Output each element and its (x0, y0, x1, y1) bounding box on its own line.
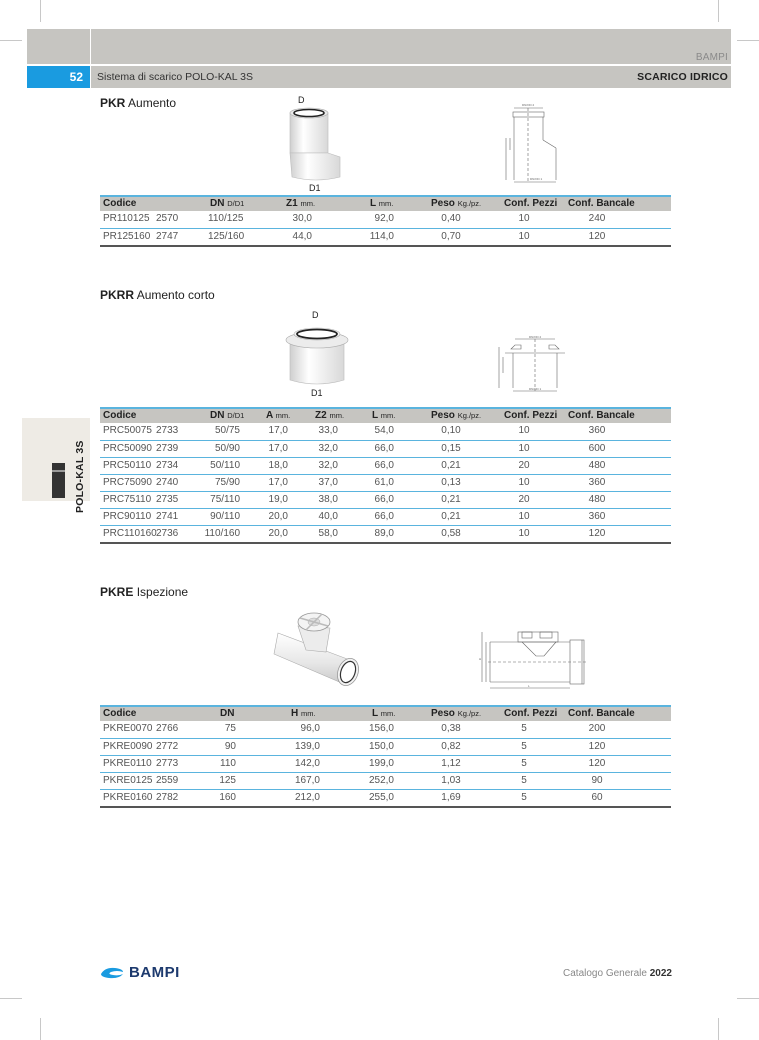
table-cell: 5 (521, 723, 527, 734)
table-row (100, 508, 671, 525)
col-h: H mm. (291, 708, 316, 719)
table-row (100, 440, 671, 457)
drawing-label: DN/OD 1 (530, 177, 543, 181)
table-row (100, 423, 671, 440)
table-cell: 2782 (156, 792, 179, 803)
table-cell: 17,0 (268, 477, 288, 488)
table-cell: 1,03 (441, 775, 461, 786)
table-cell: 10 (518, 511, 530, 522)
table-cell: 66,0 (374, 494, 394, 505)
table-row: PR125160 2747 125/160 44,0 114,0 0,70 10 120 (100, 228, 671, 245)
table-cell: PKRE0110 (103, 758, 152, 769)
table-pkr (100, 195, 671, 247)
table-cell: PKRE0090 (103, 741, 153, 752)
product-code: PKRE (100, 585, 134, 599)
product-name: Ispezione (136, 585, 189, 599)
drawing-label: DN/OD 2 (522, 103, 535, 107)
image-label-d1: D1 (311, 388, 323, 398)
table-header (100, 409, 671, 423)
table-row (100, 457, 671, 474)
table-cell: 255,0 (368, 792, 394, 803)
table-cell: 20,0 (268, 528, 288, 539)
table-cell: PKRE0125 (103, 775, 153, 786)
col-conf-bancale: Conf. Bancale (568, 708, 635, 719)
product-title-pkr (100, 96, 176, 110)
table-row (100, 755, 671, 772)
product-code: PKR (100, 96, 126, 110)
table-cell: 66,0 (374, 460, 394, 471)
table-cell: 75/110 (210, 494, 240, 505)
logo-wordmark: BAMPI (129, 964, 180, 981)
table-row (100, 491, 671, 508)
table-cell: 160 (219, 792, 236, 803)
product-title-pkre (100, 585, 188, 599)
table-cell: PKRE0070 (103, 723, 153, 734)
table-cell: 10 (518, 425, 530, 436)
col-l: L mm. (370, 198, 394, 209)
table-cell: 89,0 (374, 528, 394, 539)
header-band (91, 29, 731, 64)
table-cell: 360 (588, 425, 606, 436)
header-brand: BAMPI (695, 52, 728, 63)
table-cell: 2733 (156, 425, 179, 436)
catalog-label: Catalogo Generale (563, 968, 647, 979)
table-cell: 0,38 (441, 723, 461, 734)
table-cell: 139,0 (294, 741, 320, 752)
col-conf-pezzi: Conf. Pezzi (504, 198, 558, 209)
drawing-label: DN/OD 1 (529, 387, 542, 391)
table-cell: 40,0 (318, 511, 338, 522)
reducer-image (284, 105, 344, 183)
technical-drawing-pkr (500, 100, 570, 185)
table-cell: 19,0 (268, 494, 288, 505)
col-dn: DN (220, 708, 235, 719)
table-cell: 58,0 (318, 528, 338, 539)
table-cell: 156,0 (368, 723, 394, 734)
drawing-label: H (479, 657, 482, 661)
table-cell: 2773 (156, 758, 179, 769)
table-cell: 50/110 (210, 460, 240, 471)
col-codice: Codice (103, 410, 137, 421)
table-cell: 0,21 (441, 511, 461, 522)
table-cell: 2559 (156, 775, 179, 786)
table-header (100, 197, 671, 211)
table-cell: PRC75110 (103, 494, 152, 505)
inspection-fitting-image (270, 608, 370, 690)
table-cell: 2736 (156, 528, 179, 539)
col-peso: Peso Kg./pz. (431, 410, 482, 421)
col-conf-bancale: Conf. Bancale (568, 198, 635, 209)
crop-mark (737, 40, 759, 41)
table-cell: 18,0 (268, 460, 288, 471)
table-cell: 212,0 (294, 792, 320, 803)
table-cell: 54,0 (374, 425, 394, 436)
table-cell: 90 (591, 775, 603, 786)
table-cell: 120 (588, 758, 606, 769)
table-cell: 110/160 (204, 528, 240, 539)
table-cell: 200 (588, 723, 606, 734)
table-cell: 1,12 (441, 758, 461, 769)
table-cell: 125 (219, 775, 236, 786)
table-pkrr (100, 407, 671, 544)
table-body (100, 423, 671, 542)
table-cell: 5 (521, 775, 527, 786)
image-label-d1: D1 (309, 183, 321, 193)
technical-drawing-pkrr (495, 333, 575, 395)
table-cell: 50/75 (214, 425, 240, 436)
table-cell: 5 (521, 741, 527, 752)
crop-mark (0, 998, 22, 999)
table-cell: PRC90110 (103, 511, 152, 522)
table-cell: 50/90 (214, 443, 240, 454)
table-row (100, 738, 671, 755)
logo-swoosh-icon (99, 966, 125, 980)
table-cell: 0,21 (441, 460, 461, 471)
col-conf-pezzi: Conf. Pezzi (504, 708, 558, 719)
table-cell: 480 (588, 494, 606, 505)
table-cell: 90 (224, 741, 236, 752)
catalog-year: 2022 (649, 968, 672, 979)
table-cell: 0,21 (441, 494, 461, 505)
product-title-pkrr (100, 288, 215, 302)
table-cell: 150,0 (368, 741, 394, 752)
col-dn: DN D/D1 (210, 410, 245, 421)
table-cell: 142,0 (294, 758, 320, 769)
table-cell: 0,13 (441, 477, 461, 488)
image-label-d: D (312, 310, 319, 320)
table-row (100, 772, 671, 789)
col-codice: Codice (103, 198, 137, 209)
page-title: Sistema di scarico POLO-KAL 3S (97, 71, 254, 83)
table-cell: 252,0 (368, 775, 394, 786)
table-cell: 480 (588, 460, 606, 471)
section-name: SCARICO IDRICO (637, 71, 728, 83)
table-cell: 2735 (156, 494, 179, 505)
table-cell: PRC50090 (103, 443, 152, 454)
table-row (100, 789, 671, 806)
table-cell: 61,0 (374, 477, 394, 488)
table-cell: 5 (521, 792, 527, 803)
table-cell: 5 (521, 758, 527, 769)
short-reducer-image (282, 320, 352, 388)
col-peso: Peso Kg./pz. (431, 708, 482, 719)
table-row (100, 721, 671, 738)
table-cell: PRC110160 (103, 528, 157, 539)
table-cell: 1,69 (441, 792, 461, 803)
table-cell: 600 (588, 443, 606, 454)
table-cell: 33,0 (318, 425, 338, 436)
table-cell: 37,0 (318, 477, 338, 488)
table-cell: 10 (518, 443, 530, 454)
table-row (100, 525, 671, 542)
header-band-left (27, 29, 90, 64)
table-cell: 17,0 (268, 443, 288, 454)
table-cell: PRC75090 (103, 477, 152, 488)
table-cell: 2772 (156, 741, 179, 752)
table-cell: 2739 (156, 443, 179, 454)
table-cell: 38,0 (318, 494, 338, 505)
col-conf-bancale: Conf. Bancale (568, 410, 635, 421)
product-name: Aumento (128, 96, 177, 110)
crop-mark (718, 1018, 719, 1040)
col-dn: DN D/D1 (210, 198, 245, 209)
col-l: L mm. (372, 410, 396, 421)
table-cell: 10 (518, 477, 530, 488)
page-number: 52 (27, 66, 90, 88)
technical-drawing-pkre (478, 630, 588, 692)
table-pkre (100, 705, 671, 808)
col-conf-pezzi: Conf. Pezzi (504, 410, 558, 421)
table-cell: PRC50110 (103, 460, 152, 471)
table-body (100, 211, 671, 245)
drawing-label: L (528, 684, 530, 688)
table-cell: 75/90 (214, 477, 240, 488)
crop-mark (737, 998, 759, 999)
col-a: A mm. (266, 410, 291, 421)
table-cell: 20 (518, 460, 530, 471)
table-cell: 17,0 (268, 425, 288, 436)
crop-mark (40, 1018, 41, 1040)
col-z1: Z1 mm. (286, 198, 316, 209)
table-cell: 0,15 (441, 443, 461, 454)
crop-mark (0, 40, 22, 41)
drawing-label: DN/OD 2 (529, 335, 542, 339)
table-cell: 0,10 (441, 425, 461, 436)
product-name: Aumento corto (136, 288, 215, 302)
header-title-bar (91, 66, 731, 88)
table-cell: 20,0 (268, 511, 288, 522)
image-label-d: D (298, 95, 305, 105)
crop-mark (40, 0, 41, 22)
col-l: L mm. (372, 708, 396, 719)
table-cell: 2740 (156, 477, 179, 488)
table-cell: 2734 (156, 460, 179, 471)
col-codice: Codice (103, 708, 137, 719)
table-cell: 96,0 (300, 723, 320, 734)
table-cell: 20 (518, 494, 530, 505)
table-cell: 120 (588, 741, 606, 752)
table-cell: 167,0 (294, 775, 320, 786)
table-cell: 66,0 (374, 443, 394, 454)
side-tab (22, 418, 90, 513)
table-cell: 10 (518, 528, 530, 539)
table-cell: 2741 (156, 511, 179, 522)
table-cell: 32,0 (318, 460, 338, 471)
crop-mark (718, 0, 719, 22)
table-cell: PRC50075 (103, 425, 152, 436)
table-cell: 360 (588, 511, 606, 522)
side-tab-label: POLO-KAL 3S (74, 440, 86, 513)
table-body (100, 721, 671, 806)
table-cell: 66,0 (374, 511, 394, 522)
table-cell: 75 (224, 723, 236, 734)
table-cell: 199,0 (368, 758, 394, 769)
table-cell: PKRE0160 (103, 792, 153, 803)
catalog-info (563, 968, 672, 979)
col-z2: Z2 mm. (315, 410, 345, 421)
table-cell: 120 (588, 528, 606, 539)
table-header (100, 707, 671, 721)
product-code: PKRR (100, 288, 135, 302)
pipe-icon (52, 463, 65, 498)
col-peso: Peso Kg./pz. (431, 198, 482, 209)
table-row (100, 474, 671, 491)
table-cell: 360 (588, 477, 606, 488)
table-row: PR110125 2570 110/125 30,0 92,0 0,40 10 240 (103, 213, 606, 224)
table-cell: 0,58 (441, 528, 461, 539)
table-cell: 32,0 (318, 443, 338, 454)
table-cell: 0,82 (441, 741, 461, 752)
table-cell: 110 (220, 758, 236, 769)
table-cell: 60 (591, 792, 603, 803)
table-cell: 2766 (156, 723, 179, 734)
table-cell: 90/110 (210, 511, 240, 522)
